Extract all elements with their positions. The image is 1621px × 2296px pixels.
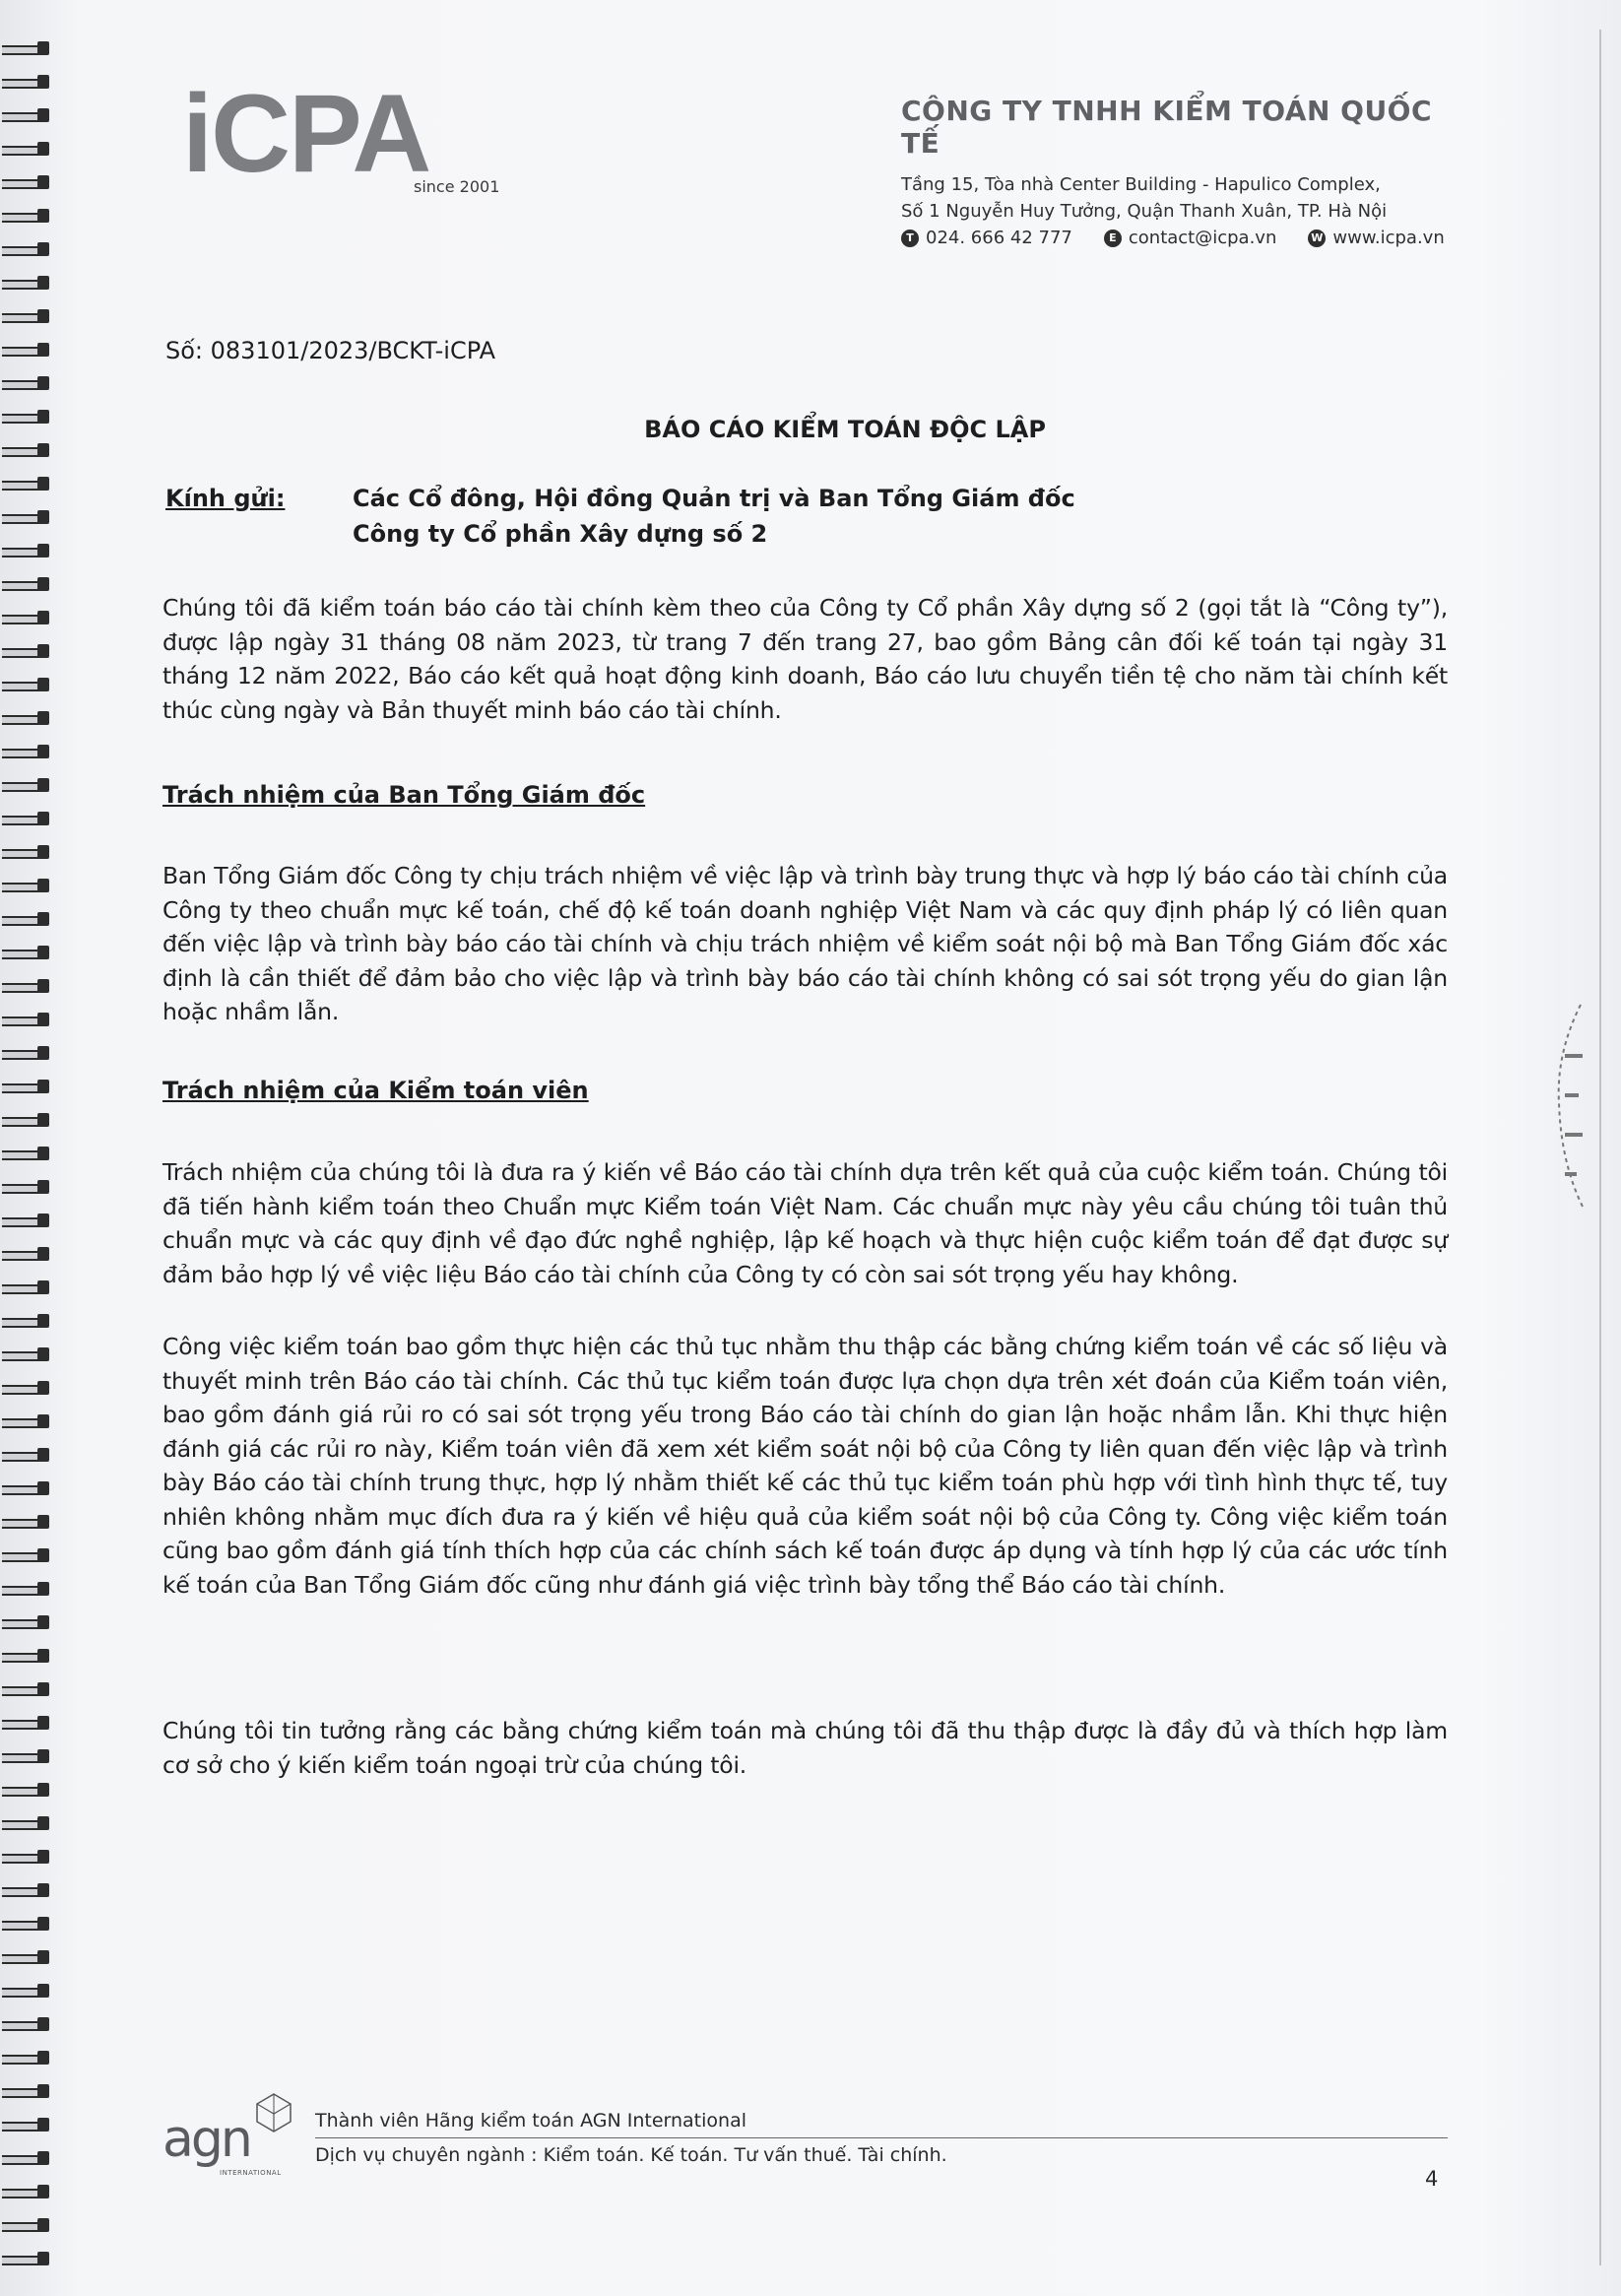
agn-star-icon bbox=[253, 2092, 294, 2133]
binding-ring bbox=[2, 2250, 53, 2267]
document-number: Số: 083101/2023/BCKT-iCPA bbox=[165, 337, 496, 364]
binding-ring bbox=[2, 207, 53, 225]
binding-ring bbox=[2, 2015, 53, 2033]
binding-ring bbox=[2, 2082, 53, 2100]
binding-ring bbox=[2, 676, 53, 693]
binding-hole bbox=[37, 1113, 49, 1127]
binding-hole bbox=[37, 1280, 49, 1294]
binding-ring bbox=[2, 2216, 53, 2234]
binding-hole bbox=[37, 577, 49, 591]
binding-hole bbox=[37, 1247, 49, 1261]
binding-ring bbox=[2, 810, 53, 827]
binding-ring bbox=[2, 1580, 53, 1598]
footer-rule bbox=[315, 2137, 1448, 2138]
auditor-paragraph-2: Công việc kiểm toán bao gồm thực hiện các thủ tục nhằm thu thập các bằng chứng kiểm toán về các số liệu và thuyết minh trên Báo cáo tài chính. Các thủ tục kiểm toán được lựa chọn dựa trên xét đoán của Kiểm toán viên, bao gồm đánh giá rủi ro có sai sót trọng yếu trong Báo cáo tài chính do gian lận hoặc nhầm lẫn. Khi thực hiện đánh giá các rủi ro này, Kiểm toán viên đã xem xét kiểm soát nội bộ của Công ty liên quan đến việc lập và trình bày Báo cáo tài chính trung thực, hợp lý nhằm thiết kế các thủ tục kiểm toán phù hợp với tình hình thực tế, tuy nhiên không nhằm mục đích đưa ra ý kiến về hiệu quả của kiểm soát nội bộ của Công ty. Công việc kiểm toán cũng bao gồm đánh giá tính thích hợp của các chính sách kế toán được áp dụng và tính hợp lý của các ước tính kế toán của Ban Tổng Giám đốc cũng như đánh giá việc trình bày tổng thể Báo cáo tài chính. bbox=[162, 1333, 1448, 1599]
binding-hole bbox=[37, 1883, 49, 1897]
contact-email bbox=[1104, 225, 1277, 251]
binding-hole bbox=[37, 175, 49, 189]
binding-ring bbox=[2, 1312, 53, 1330]
footer-membership: Thành viên Hãng kiểm toán AGN International bbox=[315, 2110, 747, 2132]
binding-hole bbox=[37, 879, 49, 892]
binding-ring bbox=[2, 341, 53, 359]
binding-ring bbox=[2, 1948, 53, 1966]
binding-ring bbox=[2, 743, 53, 760]
binding-hole bbox=[37, 678, 49, 691]
web-icon: W bbox=[1308, 230, 1326, 247]
binding-hole bbox=[37, 2218, 49, 2232]
binding-hole bbox=[37, 309, 49, 323]
binding-hole bbox=[37, 845, 49, 859]
binding-ring bbox=[2, 441, 53, 459]
binding-hole bbox=[37, 1783, 49, 1797]
binding-ring bbox=[2, 1714, 53, 1732]
company-address-2: Số 1 Nguyễn Huy Tưởng, Quận Thanh Xuân, TP. Hà Nội bbox=[901, 201, 1388, 222]
binding-hole bbox=[37, 142, 49, 156]
binding-hole bbox=[37, 1180, 49, 1194]
agn-logo-sub: INTERNATIONAL bbox=[220, 2169, 282, 2177]
binding-ring bbox=[2, 274, 53, 292]
management-paragraph: Ban Tổng Giám đốc Công ty chịu trách nhiệm về việc lập và trình bày trung thực và hợp lý báo cáo tài chính của Công ty theo chuẩn mực kế toán, chế độ kế toán doanh nghiệp Việt Nam và các quy định pháp lý có liên quan đến việc lập và trình bày báo cáo tài chính và chịu trách nhiệm về kiểm soát nội bộ mà Ban Tổng Giám đốc xác định là cần thiết để đảm bảo cho việc lập và trình bày báo cáo tài chính không có sai sót trọng yếu do gian lận hoặc nhầm lẫn. bbox=[162, 862, 1448, 1025]
company-info bbox=[901, 95, 1472, 251]
binding-hole bbox=[37, 343, 49, 357]
binding-ring bbox=[2, 1747, 53, 1765]
binding-ring bbox=[2, 642, 53, 660]
binding-ring bbox=[2, 73, 53, 91]
binding-ring bbox=[2, 1915, 53, 1933]
addressee-line-1: Các Cổ đông, Hội đồng Quản trị và Ban Tổng Giám đốc bbox=[353, 485, 1075, 512]
binding-hole bbox=[37, 2185, 49, 2198]
binding-hole bbox=[37, 376, 49, 390]
contact-web bbox=[1308, 225, 1444, 251]
agn-logo-text: agn bbox=[162, 2110, 250, 2169]
binding-ring bbox=[2, 475, 53, 492]
footer-services: Dịch vụ chuyên ngành : Kiểm toán. Kế toán. Tư vấn thuế. Tài chính. bbox=[315, 2144, 947, 2166]
binding-hole bbox=[37, 209, 49, 223]
binding-hole bbox=[37, 1515, 49, 1529]
binding-hole bbox=[37, 477, 49, 491]
page-footer bbox=[162, 2080, 1482, 2179]
binding-ring bbox=[2, 508, 53, 526]
binding-ring bbox=[2, 307, 53, 325]
intro-paragraph: Chúng tôi đã kiểm toán báo cáo tài chính kèm theo của Công ty Cổ phần Xây dựng số 2 (gọi tắt là “Công ty”), được lập ngày 31 tháng 08 năm 2023, từ trang 7 đến trang 27, bao gồm Bảng cân đối kế toán tại ngày 31 tháng 12 năm 2022, Báo cáo kết quả hoạt động kinh doanh, Báo cáo lưu chuyển tiền tệ cho năm tài chính kết thúc cùng ngày và Bản thuyết minh báo cáo tài chính. bbox=[162, 594, 1448, 724]
binding-hole bbox=[37, 1682, 49, 1696]
binding-hole bbox=[37, 1013, 49, 1026]
binding-hole bbox=[37, 778, 49, 792]
binding-hole bbox=[37, 2084, 49, 2098]
binding-ring bbox=[2, 1479, 53, 1497]
binding-ring bbox=[2, 910, 53, 928]
page-edge bbox=[1599, 30, 1607, 2265]
binding-hole bbox=[37, 544, 49, 558]
email-text: contact@icpa.vn bbox=[1128, 228, 1277, 248]
auditor-paragraph-3: Chúng tôi tin tưởng rằng các bằng chứng kiểm toán mà chúng tôi đã thu thập được là đầy đủ và thích hợp làm cơ sở cho ý kiến kiểm toán ngoại trừ của chúng tôi. bbox=[162, 1717, 1448, 1779]
binding-hole bbox=[37, 1381, 49, 1395]
section-heading-auditor: Trách nhiệm của Kiểm toán viên bbox=[162, 1077, 589, 1104]
binding-ring bbox=[2, 1546, 53, 1564]
binding-ring bbox=[2, 977, 53, 995]
binding-hole bbox=[37, 2118, 49, 2132]
binding-hole bbox=[37, 1314, 49, 1328]
binding-hole bbox=[37, 1850, 49, 1864]
web-text: www.icpa.vn bbox=[1332, 228, 1445, 248]
company-name: CÔNG TY TNHH KIỂM TOÁN QUỐC TẾ bbox=[901, 95, 1433, 160]
binding-hole bbox=[37, 1716, 49, 1730]
binding-ring bbox=[2, 39, 53, 57]
binding-ring bbox=[2, 1245, 53, 1263]
binding-hole bbox=[37, 1214, 49, 1227]
email-icon: E bbox=[1104, 230, 1122, 247]
binding-ring bbox=[2, 1212, 53, 1229]
binding-ring bbox=[2, 106, 53, 124]
binding-hole bbox=[37, 242, 49, 256]
binding-ring bbox=[2, 2149, 53, 2167]
binding-hole bbox=[37, 1984, 49, 1998]
binding-ring bbox=[2, 1412, 53, 1430]
binding-hole bbox=[37, 510, 49, 524]
binding-hole bbox=[37, 1080, 49, 1093]
binding-ring bbox=[2, 1513, 53, 1531]
section-heading-management: Trách nhiệm của Ban Tổng Giám đốc bbox=[162, 781, 646, 809]
binding-ring bbox=[2, 1446, 53, 1464]
binding-hole bbox=[37, 2051, 49, 2065]
binding-hole bbox=[37, 1414, 49, 1428]
icpa-logo bbox=[182, 72, 507, 197]
binding-ring bbox=[2, 1044, 53, 1062]
binding-hole bbox=[37, 1917, 49, 1931]
binding-ring bbox=[2, 1881, 53, 1899]
binding-hole bbox=[37, 443, 49, 457]
binding-ring bbox=[2, 173, 53, 191]
binding-ring bbox=[2, 1345, 53, 1363]
binding-hole bbox=[37, 1046, 49, 1060]
binding-ring bbox=[2, 1680, 53, 1698]
binding-ring bbox=[2, 2116, 53, 2133]
binding-ring bbox=[2, 240, 53, 258]
binding-ring bbox=[2, 776, 53, 794]
binding-hole bbox=[37, 1582, 49, 1596]
binding-hole bbox=[37, 611, 49, 624]
agn-logo bbox=[162, 2090, 310, 2179]
binding-ring bbox=[2, 877, 53, 894]
binding-ring bbox=[2, 1647, 53, 1665]
binding-ring bbox=[2, 1379, 53, 1397]
addressee-line-2: Công ty Cổ phần Xây dựng số 2 bbox=[353, 520, 768, 548]
binding-hole bbox=[37, 812, 49, 825]
binding-ring bbox=[2, 609, 53, 626]
company-contacts bbox=[901, 225, 1472, 251]
binding-ring bbox=[2, 1011, 53, 1028]
addressee-label: Kính gửi: bbox=[165, 485, 286, 512]
binding-ring bbox=[2, 1178, 53, 1196]
binding-hole bbox=[37, 1481, 49, 1495]
binding-hole bbox=[37, 41, 49, 55]
binding-hole bbox=[37, 946, 49, 959]
phone-icon: T bbox=[901, 230, 919, 247]
binding-hole bbox=[37, 1548, 49, 1562]
binding-ring bbox=[2, 1078, 53, 1095]
binding-ring bbox=[2, 2183, 53, 2200]
logo-text: iCPA bbox=[182, 72, 430, 195]
binding-hole bbox=[37, 979, 49, 993]
binding-hole bbox=[37, 1749, 49, 1763]
logo-since: since 2001 bbox=[414, 177, 500, 196]
binding-hole bbox=[37, 1649, 49, 1663]
binding-hole bbox=[37, 1615, 49, 1629]
binding-hole bbox=[37, 108, 49, 122]
auditor-paragraph-1: Trách nhiệm của chúng tôi là đưa ra ý kiến về Báo cáo tài chính dựa trên kết quả của cuộc kiểm toán. Chúng tôi đã tiến hành kiểm toán theo Chuẩn mực Kiểm toán Việt Nam. Các chuẩn mực này yêu cầu chúng tôi tuân thủ chuẩn mực và các quy định về đạo đức nghề nghiệp, lập kế hoạch và thực hiện cuộc kiểm toán để đạt được sự đảm bảo hợp lý về việc liệu Báo cáo tài chính của Công ty có còn sai sót trọng yếu hay không. bbox=[162, 1158, 1448, 1288]
binding-ring bbox=[2, 843, 53, 861]
binding-ring bbox=[2, 140, 53, 158]
binding-hole bbox=[37, 276, 49, 290]
binding-ring bbox=[2, 944, 53, 961]
binding-hole bbox=[37, 644, 49, 658]
binding-ring bbox=[2, 1781, 53, 1799]
binding-hole bbox=[37, 745, 49, 758]
stamp-fragment bbox=[1551, 995, 1590, 1224]
binding-ring bbox=[2, 575, 53, 593]
binding-hole bbox=[37, 912, 49, 926]
binding-ring bbox=[2, 1982, 53, 2000]
binding-hole bbox=[37, 711, 49, 725]
binding-ring bbox=[2, 1848, 53, 1866]
binding-ring bbox=[2, 709, 53, 727]
binding-ring bbox=[2, 374, 53, 392]
binding-ring bbox=[2, 1814, 53, 1832]
contact-phone bbox=[901, 225, 1072, 251]
company-address-1: Tầng 15, Tòa nhà Center Building - Hapulico Complex, bbox=[901, 174, 1381, 195]
page-number: 4 bbox=[1425, 2167, 1439, 2191]
binding-ring bbox=[2, 1145, 53, 1162]
binding-hole bbox=[37, 1448, 49, 1462]
binding-ring bbox=[2, 542, 53, 559]
spiral-binding bbox=[0, 39, 57, 2285]
binding-hole bbox=[37, 1147, 49, 1160]
binding-ring bbox=[2, 1279, 53, 1296]
document-title: BÁO CÁO KIỂM TOÁN ĐỘC LẬP bbox=[644, 416, 1046, 443]
binding-hole bbox=[37, 2252, 49, 2265]
phone-text: 024. 666 42 777 bbox=[926, 228, 1072, 248]
binding-hole bbox=[37, 1816, 49, 1830]
binding-hole bbox=[37, 75, 49, 89]
binding-ring bbox=[2, 1111, 53, 1129]
binding-ring bbox=[2, 2049, 53, 2066]
binding-ring bbox=[2, 1613, 53, 1631]
binding-hole bbox=[37, 1347, 49, 1361]
binding-hole bbox=[37, 1950, 49, 1964]
binding-hole bbox=[37, 2151, 49, 2165]
binding-hole bbox=[37, 2017, 49, 2031]
